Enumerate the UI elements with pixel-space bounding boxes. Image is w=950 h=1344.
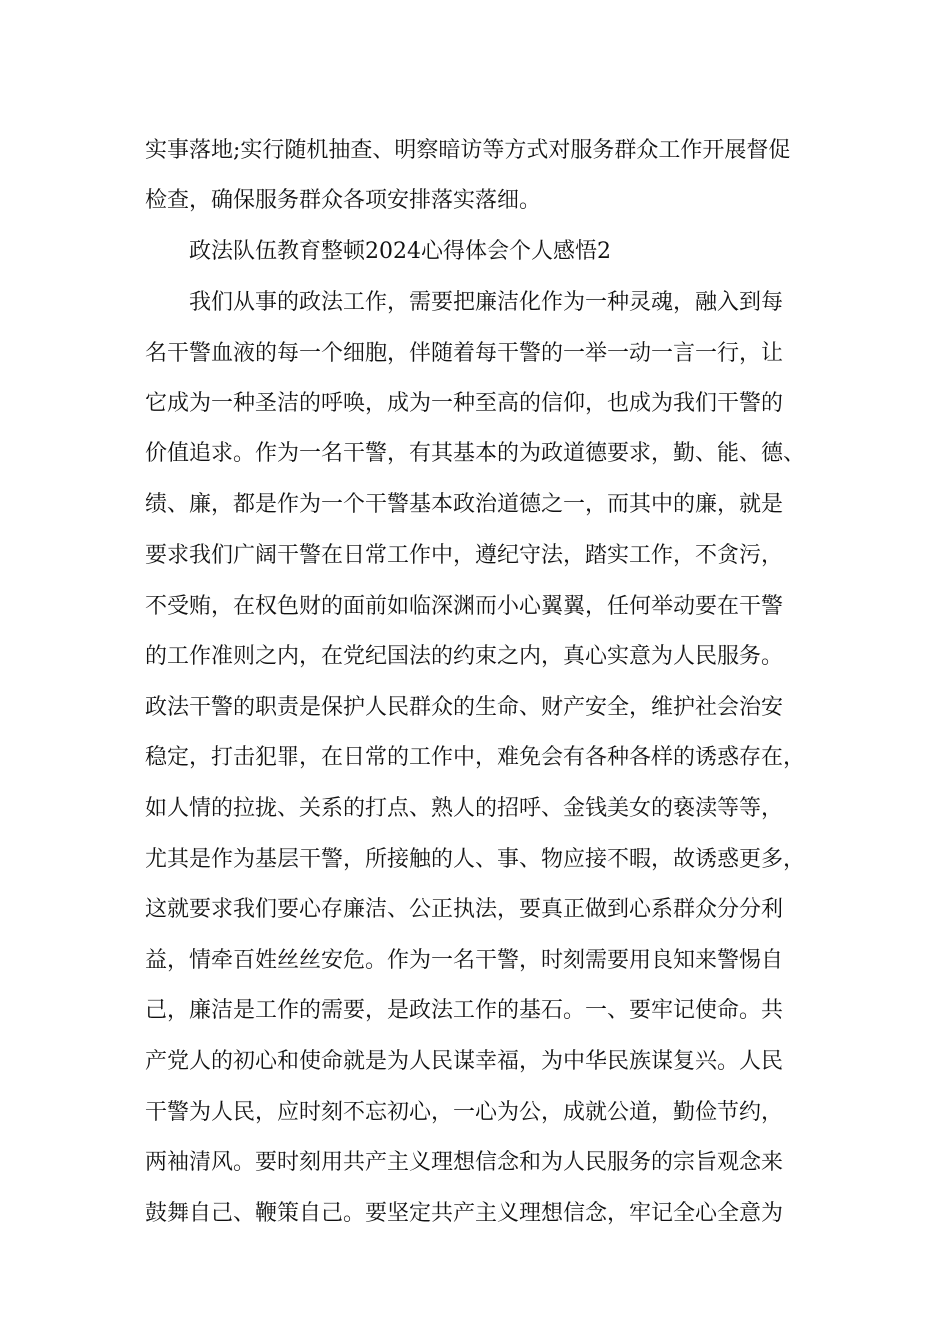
paragraph-2-line-1: 我们从事的政法工作，需要把廉洁化作为一种灵魂，融入到每 — [189, 290, 784, 315]
paragraph-1-line-2: 检查，确保服务群众各项安排落实落细。 — [145, 188, 542, 213]
paragraph-2-line-6: 要求我们广阔干警在日常工作中，遵纪守法，踏实工作，不贪污， — [145, 543, 784, 568]
paragraph-2-line-17: 干警为人民，应时刻不忘初心，一心为公，成就公道，勤俭节约， — [145, 1100, 784, 1125]
paragraph-2-line-3: 它成为一种圣洁的呼唤，成为一种至高的信仰，也成为我们干警的 — [145, 391, 784, 416]
paragraph-2-line-19: 鼓舞自己、鞭策自己。要坚定共产主义理想信念，牢记全心全意为 — [145, 1201, 784, 1226]
paragraph-2-line-16: 产党人的初心和使命就是为人民谋幸福，为中华民族谋复兴。人民 — [145, 1049, 784, 1074]
paragraph-2-line-12: 尤其是作为基层干警，所接触的人、事、物应接不暇，故诱惑更多， — [145, 847, 806, 872]
paragraph-2-line-7: 不受贿，在权色财的面前如临深渊而小心翼翼，任何举动要在干警 — [145, 594, 784, 619]
paragraph-2-line-10: 稳定，打击犯罪，在日常的工作中，难免会有各种各样的诱惑存在， — [145, 745, 806, 770]
paragraph-2-line-14: 益，情牵百姓丝丝安危。作为一名干警，时刻需要用良知来警惕自 — [145, 948, 784, 973]
paragraph-2-line-18: 两袖清风。要时刻用共产主义理想信念和为人民服务的宗旨观念来 — [145, 1150, 784, 1175]
paragraph-2-line-15: 己，廉洁是工作的需要，是政法工作的基石。一、要牢记使命。共 — [145, 998, 784, 1023]
section-title: 政法队伍教育整顿2024心得体会个人感悟2 — [189, 239, 611, 264]
paragraph-2-line-4: 价值追求。作为一名干警，有其基本的为政道德要求，勤、能、德、 — [145, 441, 806, 466]
paragraph-2-line-2: 名干警血液的每一个细胞，伴随着每干警的一举一动一言一行，让 — [145, 341, 784, 366]
paragraph-2-line-5: 绩、廉，都是作为一个干警基本政治道德之一，而其中的廉，就是 — [145, 492, 784, 517]
paragraph-2-line-9: 政法干警的职责是保护人民群众的生命、财产安全，维护社会治安 — [145, 695, 784, 720]
paragraph-1-line-1: 实事落地;实行随机抽查、明察暗访等方式对服务群众工作开展督促 — [145, 138, 791, 163]
paragraph-2-line-13: 这就要求我们要心存廉洁、公正执法，要真正做到心系群众分分利 — [145, 897, 784, 922]
paragraph-2-line-8: 的工作准则之内，在党纪国法的约束之内，真心实意为人民服务。 — [145, 644, 784, 669]
paragraph-2-line-11: 如人情的拉拢、关系的打点、熟人的招呼、金钱美女的亵渎等等， — [145, 796, 784, 821]
